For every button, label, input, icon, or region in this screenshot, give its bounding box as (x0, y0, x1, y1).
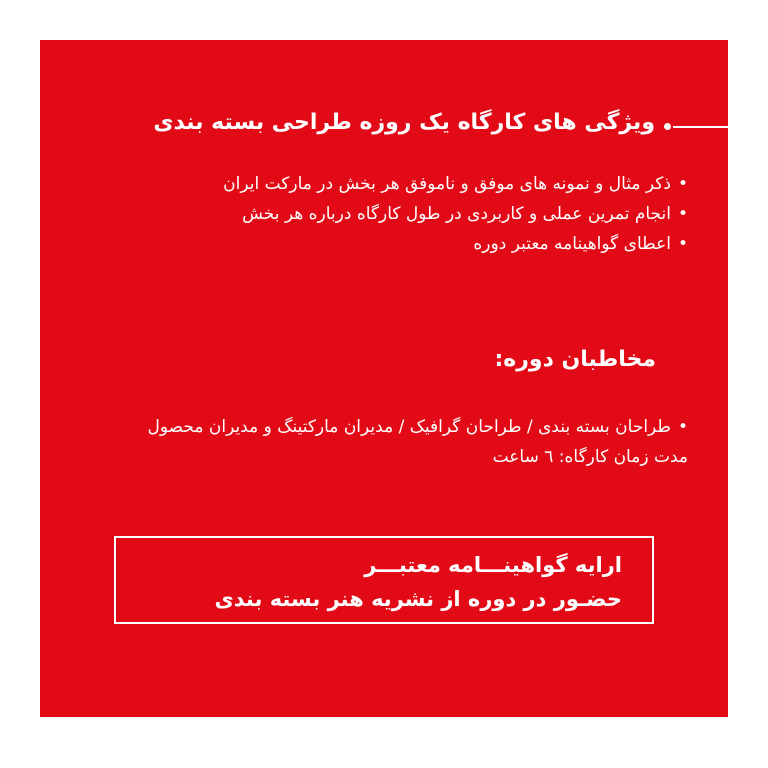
list-item: • ذکر مثال و نمونه های موفق و ناموفق هر بخش در مارکت ایران (128, 169, 688, 199)
list-item: • انجام تمرین عملی و کاربردی در طول کارگاه درباره هر بخش (128, 199, 688, 229)
workshop-duration: مدت زمان کارگاه: ٦ ساعت (492, 447, 688, 467)
feature-list (128, 169, 688, 259)
features-title: ویژگی های کارگاه یک روزه طراحی بسته بندی (153, 110, 655, 135)
audience-description: • طراحان بسته بندی / طراحان گرافیک / مدیران مارکتینگ و مدیران محصول (108, 412, 688, 442)
heading-divider-line (673, 126, 728, 128)
certificate-box (114, 536, 654, 624)
audience-block (108, 412, 688, 472)
audience-title: مخاطبان دوره: (494, 347, 656, 372)
certificate-line-1: ارایه گواهینـــامه معتبـــر (364, 553, 622, 577)
certificate-line-2: حضـور در دوره از نشریه هنر بسته بندی (214, 587, 622, 611)
info-card (40, 40, 728, 717)
list-item: • اعطای گواهینامه معتبر دوره (128, 229, 688, 259)
heading-bullet-dot (664, 123, 671, 130)
